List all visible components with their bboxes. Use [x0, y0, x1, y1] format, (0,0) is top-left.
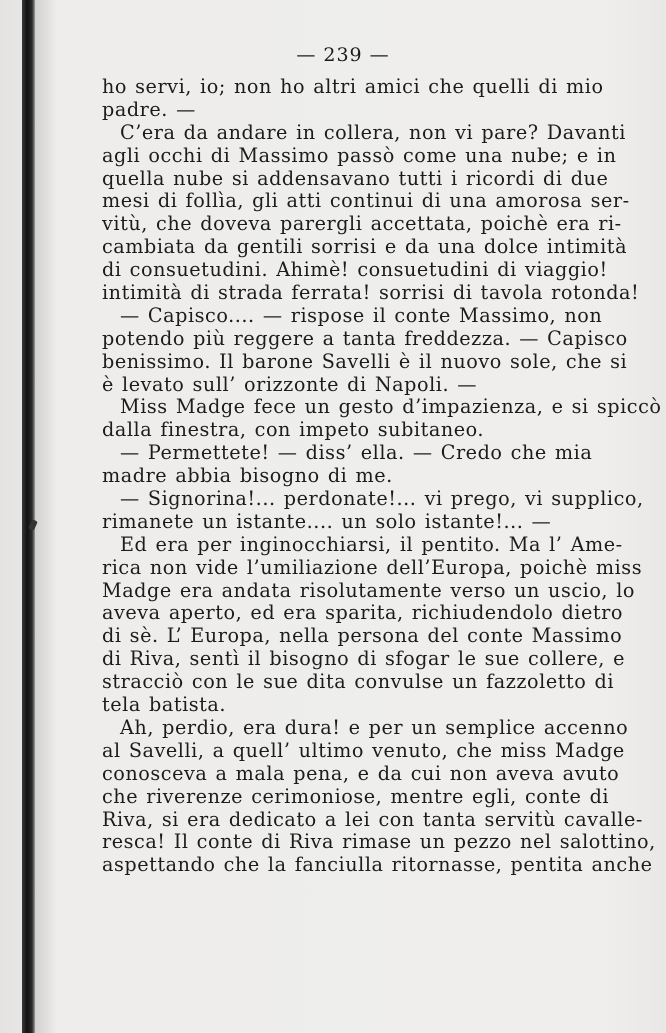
text-line: — Signorina!... perdonate!... vi prego, vi supplico,	[120, 487, 644, 511]
book-spine-edge	[22, 0, 35, 1033]
text-line: madre abbia bisogno di me.	[102, 464, 393, 488]
page-number: — 239 —	[296, 44, 390, 66]
text-line: tela batista.	[102, 693, 227, 717]
text-line: rimanete un istante.... un solo istante!... —	[102, 509, 552, 533]
text-line: cambiata da gentili sorrisi e da una dolce intimità	[102, 235, 628, 259]
text-line: al Savelli, a quell’ ultimo venuto, che miss Madge	[102, 738, 625, 762]
text-line: di consuetudini. Ahimè! consuetudini di viaggio!	[102, 258, 608, 282]
text-line: padre. —	[102, 97, 196, 121]
text-line: — Permettete! — diss’ ella. — Credo che mia	[120, 441, 593, 465]
text-line: ho servi, io; non ho altri amici che quelli di mio	[102, 75, 604, 98]
text-line: potendo più reggere a tanta freddezza. — Capisco	[102, 326, 628, 350]
text-line: Ed era per inginocchiarsi, il pentito. Ma l’ Ame-	[120, 532, 623, 556]
spine-shadow	[35, 0, 57, 1033]
text-line: mesi di follìa, gli atti continui di una amorosa ser-	[102, 189, 630, 213]
text-line: Ah, perdio, era dura! e per un semplice accenno	[120, 715, 629, 739]
text-line: C’era da andare in collera, non vi pare? Davanti	[120, 120, 626, 144]
text-line: di Riva, sentì il bisogno di sfogar le sue collere, e	[102, 647, 625, 671]
text-line: Miss Madge fece un gesto d’impazienza, e si spiccò	[120, 395, 662, 419]
body-text	[102, 75, 662, 877]
text-line: aveva aperto, ed era sparita, richiudendolo dietro	[102, 601, 623, 625]
text-line: benissimo. Il barone Savelli è il nuovo sole, che si	[102, 349, 628, 373]
text-line: resca! Il conte di Riva rimase un pezzo nel salottino,	[102, 830, 656, 854]
text-line: agli occhi di Massimo passò come una nube; e in	[102, 143, 617, 167]
text-line: conosceva a mala pena, e da cui non aveva avuto	[102, 761, 620, 785]
text-line: intimità di strada ferrata! sorrisi di tavola rotonda!	[102, 281, 640, 305]
text-line: di sè. L’ Europa, nella persona del conte Massimo	[102, 624, 623, 648]
text-line: — Capisco.... — rispose il conte Massimo, non	[120, 303, 603, 327]
text-line: rica non vide l’umiliazione dell’Europa, poichè miss	[102, 555, 643, 579]
text-line: vitù, che doveva parergli accettata, poichè era ri-	[102, 212, 622, 236]
text-line: che riverenze cerimoniose, mentre egli, conte di	[102, 784, 610, 808]
text-line: Madge era andata risolutamente verso un uscio, lo	[102, 578, 636, 602]
text-line: dalla finestra, con impeto subitaneo.	[102, 418, 485, 442]
text-line: quella nube si addensavano tutti i ricordi di due	[102, 166, 609, 190]
text-line: Riva, si era dedicato a lei con tanta servitù cavalle-	[102, 807, 643, 831]
text-line: stracciò con le sue dita convulse un fazzoletto di	[102, 670, 615, 694]
text-line: è levato sull’ orizzonte di Napoli. —	[102, 372, 478, 396]
text-line: aspettando che la fanciulla ritornasse, pentita anche	[102, 853, 653, 877]
